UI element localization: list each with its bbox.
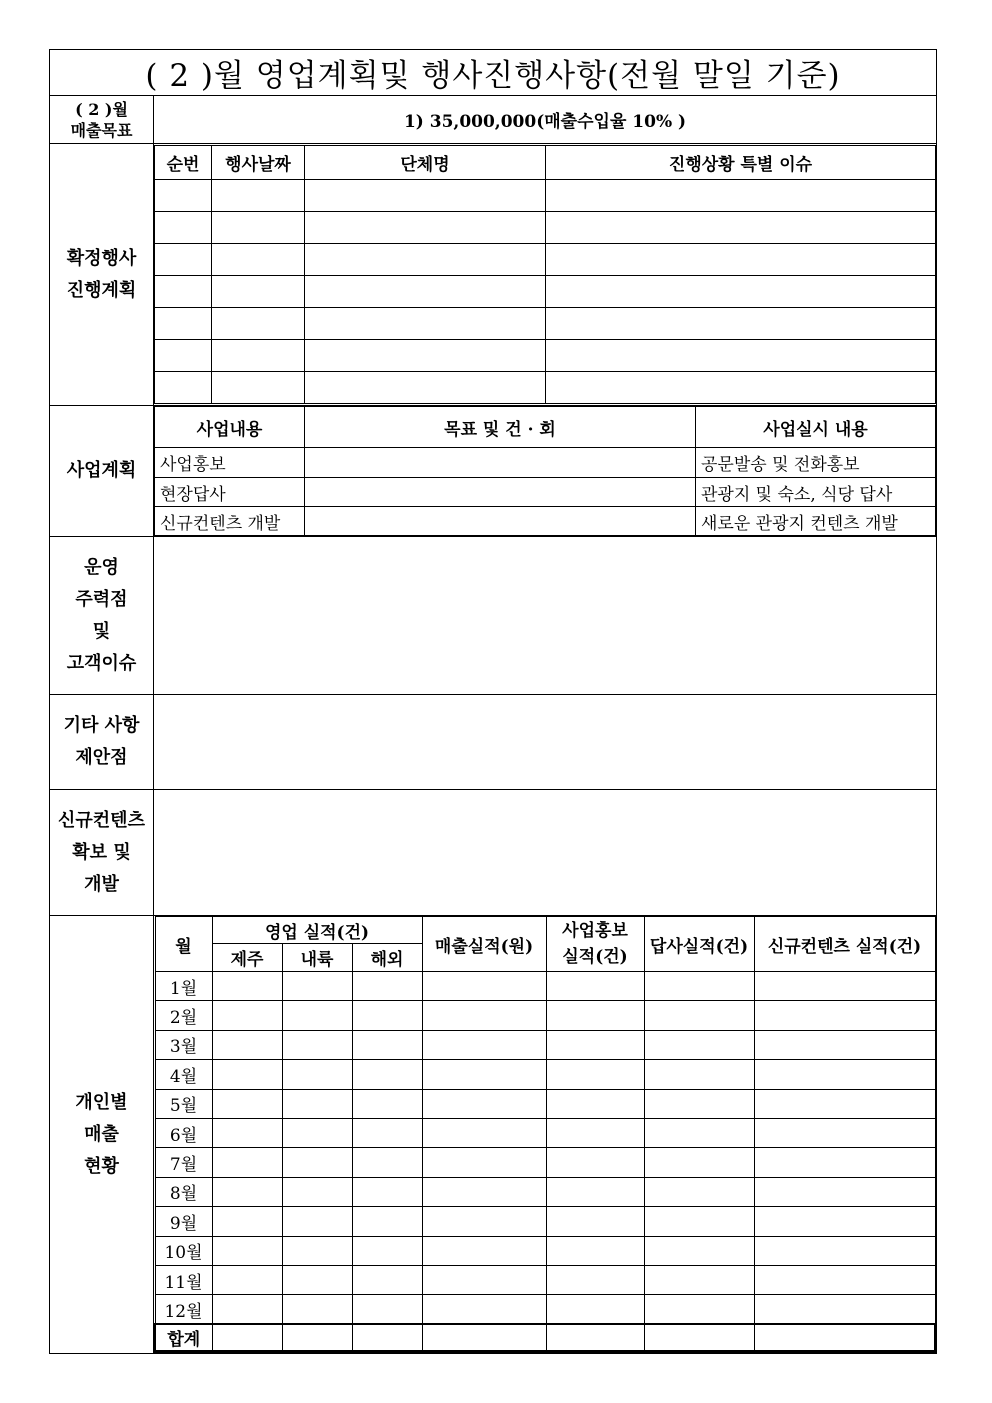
survey-cell[interactable] xyxy=(644,1118,754,1147)
total-row xyxy=(155,1324,935,1352)
inland-cell[interactable] xyxy=(282,1030,352,1059)
table-row xyxy=(155,1118,935,1147)
group-name-cell[interactable] xyxy=(305,212,546,244)
promo-cell[interactable] xyxy=(546,1148,644,1177)
month-label: 9월 xyxy=(155,1207,212,1236)
month-label: 7월 xyxy=(155,1148,212,1177)
header-month: 월 xyxy=(155,917,212,972)
new-content-label-line: 개발 xyxy=(84,873,119,895)
survey-cell[interactable] xyxy=(644,972,754,1001)
jeju-cell[interactable] xyxy=(212,1148,282,1177)
inland-cell[interactable] xyxy=(282,1236,352,1265)
month-rows xyxy=(155,972,935,1325)
revenue-cell[interactable] xyxy=(422,1236,546,1265)
new-content-cell[interactable] xyxy=(754,1030,935,1059)
event-date-cell[interactable] xyxy=(212,212,305,244)
inland-cell[interactable] xyxy=(282,1295,352,1324)
header-goal-count: 목표 및 건 · 회 xyxy=(305,407,696,448)
inland-cell[interactable] xyxy=(282,1177,352,1206)
header-jeju: 제주 xyxy=(212,944,282,972)
header-seq: 순번 xyxy=(155,146,212,180)
total-label: 합계 xyxy=(155,1324,212,1352)
month-label: 2월 xyxy=(155,1001,212,1030)
personal-sales-label-line: 매출 xyxy=(84,1123,119,1145)
business-detail-cell: 새로운 관광지 컨텐츠 개발 xyxy=(696,507,936,536)
promo-cell[interactable] xyxy=(546,1207,644,1236)
table-row xyxy=(155,448,936,478)
new-content-cell[interactable] xyxy=(754,972,935,1001)
header-new-content: 신규컨텐츠 실적(건) xyxy=(754,917,935,972)
event-date-cell[interactable] xyxy=(212,308,305,340)
revenue-cell[interactable] xyxy=(422,1295,546,1324)
promo-cell[interactable] xyxy=(546,1118,644,1147)
revenue-cell[interactable] xyxy=(422,972,546,1001)
new-content-cell[interactable] xyxy=(754,1089,935,1118)
operations-input[interactable] xyxy=(154,537,937,695)
new-content-cell[interactable] xyxy=(754,1001,935,1030)
sales-goal-label-line2: 매출목표 xyxy=(70,120,133,140)
jeju-cell[interactable] xyxy=(212,1030,282,1059)
group-name-cell[interactable] xyxy=(305,372,546,404)
overseas-cell[interactable] xyxy=(352,1118,422,1147)
table-row xyxy=(155,1236,935,1265)
overseas-cell[interactable] xyxy=(352,1295,422,1324)
survey-cell[interactable] xyxy=(644,1177,754,1206)
survey-cell[interactable] xyxy=(644,1030,754,1059)
inland-cell[interactable] xyxy=(282,1060,352,1089)
total-survey-cell[interactable] xyxy=(644,1324,754,1352)
business-goal-cell[interactable] xyxy=(305,448,696,478)
revenue-cell[interactable] xyxy=(422,1001,546,1030)
inland-cell[interactable] xyxy=(282,1089,352,1118)
business-plan-cell xyxy=(154,406,937,537)
survey-cell[interactable] xyxy=(644,1265,754,1294)
table-row xyxy=(155,180,936,212)
jeju-cell[interactable] xyxy=(212,972,282,1001)
business-content-cell: 신규컨텐츠 개발 xyxy=(155,507,305,536)
event-seq-cell[interactable] xyxy=(155,372,212,404)
revenue-cell[interactable] xyxy=(422,1177,546,1206)
new-content-label-line: 확보 및 xyxy=(72,841,131,863)
other-label-line: 제안점 xyxy=(75,747,128,768)
month-label: 4월 xyxy=(155,1060,212,1089)
group-name-cell[interactable] xyxy=(305,244,546,276)
header-business-detail: 사업실시 내용 xyxy=(696,407,936,448)
header-promo xyxy=(546,917,644,972)
confirmed-events-cell xyxy=(154,144,937,406)
group-name-cell[interactable] xyxy=(305,340,546,372)
table-row xyxy=(155,1001,935,1030)
overseas-cell[interactable] xyxy=(352,1001,422,1030)
promo-cell[interactable] xyxy=(546,1236,644,1265)
total-promo-cell[interactable] xyxy=(546,1324,644,1352)
month-label: 11월 xyxy=(155,1265,212,1294)
table-row xyxy=(155,972,935,1001)
revenue-cell[interactable] xyxy=(422,1118,546,1147)
table-row xyxy=(155,372,936,404)
sales-plan-form xyxy=(49,49,937,1354)
event-seq-cell[interactable] xyxy=(155,276,212,308)
event-seq-cell[interactable] xyxy=(155,308,212,340)
table-row xyxy=(155,1265,935,1294)
month-label: 8월 xyxy=(155,1177,212,1206)
survey-cell[interactable] xyxy=(644,1148,754,1177)
header-promo-line2: 실적(건) xyxy=(562,947,628,967)
survey-cell[interactable] xyxy=(644,1001,754,1030)
event-date-cell[interactable] xyxy=(212,372,305,404)
form-title: ( 2 )월 영업계획및 행사진행사항(전월 말일 기준) xyxy=(50,50,937,96)
business-content-cell: 현장답사 xyxy=(155,478,305,507)
table-row xyxy=(155,1148,935,1177)
event-date-cell[interactable] xyxy=(212,276,305,308)
business-detail-cell: 관광지 및 숙소, 식당 답사 xyxy=(696,478,936,507)
revenue-cell[interactable] xyxy=(422,1265,546,1294)
promo-cell[interactable] xyxy=(546,1295,644,1324)
total-revenue-cell[interactable] xyxy=(422,1324,546,1352)
new-content-label xyxy=(50,790,154,916)
new-content-input[interactable] xyxy=(154,790,937,916)
month-label: 1월 xyxy=(155,972,212,1001)
table-row xyxy=(155,212,936,244)
month-label: 10월 xyxy=(155,1236,212,1265)
jeju-cell[interactable] xyxy=(212,1265,282,1294)
header-revenue: 매출실적(원) xyxy=(422,917,546,972)
progress-issue-cell[interactable] xyxy=(546,308,936,340)
jeju-cell[interactable] xyxy=(212,1089,282,1118)
table-row xyxy=(155,1060,935,1089)
total-jeju-cell[interactable] xyxy=(212,1324,282,1352)
progress-issue-cell[interactable] xyxy=(546,340,936,372)
event-seq-cell[interactable] xyxy=(155,180,212,212)
survey-cell[interactable] xyxy=(644,1089,754,1118)
total-inland-cell[interactable] xyxy=(282,1324,352,1352)
new-content-cell[interactable] xyxy=(754,1177,935,1206)
progress-issue-cell[interactable] xyxy=(546,276,936,308)
business-plan-table xyxy=(154,406,936,536)
header-inland: 내륙 xyxy=(282,944,352,972)
revenue-cell[interactable] xyxy=(422,1030,546,1059)
business-plan-label: 사업계획 xyxy=(50,406,154,537)
table-row xyxy=(155,1030,935,1059)
table-row xyxy=(155,478,936,507)
progress-issue-cell[interactable] xyxy=(546,180,936,212)
business-goal-cell[interactable] xyxy=(305,507,696,536)
other-label xyxy=(50,695,154,790)
table-row xyxy=(155,308,936,340)
overseas-cell[interactable] xyxy=(352,1060,422,1089)
promo-cell[interactable] xyxy=(546,1060,644,1089)
header-event-date: 행사날짜 xyxy=(212,146,305,180)
jeju-cell[interactable] xyxy=(212,1001,282,1030)
confirmed-events-label-line1: 확정행사 xyxy=(66,247,137,269)
personal-sales-table xyxy=(154,916,936,1353)
table-row xyxy=(155,276,936,308)
new-content-cell[interactable] xyxy=(754,1118,935,1147)
personal-sales-label-line: 현황 xyxy=(84,1155,119,1177)
overseas-cell[interactable] xyxy=(352,1236,422,1265)
jeju-cell[interactable] xyxy=(212,1207,282,1236)
sales-goal-label xyxy=(50,96,154,144)
confirmed-events-label xyxy=(50,144,154,406)
new-content-cell[interactable] xyxy=(754,1148,935,1177)
overseas-cell[interactable] xyxy=(352,1177,422,1206)
event-date-cell[interactable] xyxy=(212,244,305,276)
survey-cell[interactable] xyxy=(644,1295,754,1324)
confirmed-events-table xyxy=(154,145,936,404)
operations-label-line: 및 xyxy=(92,620,111,642)
new-content-cell[interactable] xyxy=(754,1265,935,1294)
operations-label xyxy=(50,537,154,695)
total-new-content-cell[interactable] xyxy=(754,1324,935,1352)
promo-cell[interactable] xyxy=(546,1177,644,1206)
personal-sales-cell xyxy=(154,916,937,1354)
business-detail-cell: 공문발송 및 전화홍보 xyxy=(696,448,936,478)
inland-cell[interactable] xyxy=(282,1148,352,1177)
jeju-cell[interactable] xyxy=(212,1060,282,1089)
inland-cell[interactable] xyxy=(282,1207,352,1236)
overseas-cell[interactable] xyxy=(352,972,422,1001)
inland-cell[interactable] xyxy=(282,1001,352,1030)
table-row xyxy=(155,1295,935,1324)
month-label: 5월 xyxy=(155,1089,212,1118)
other-label-line: 기타 사항 xyxy=(63,715,140,736)
overseas-cell[interactable] xyxy=(352,1265,422,1294)
other-input[interactable] xyxy=(154,695,937,790)
overseas-cell[interactable] xyxy=(352,1030,422,1059)
table-row xyxy=(155,1089,935,1118)
operations-label-line: 운영 xyxy=(84,556,119,578)
promo-cell[interactable] xyxy=(546,1089,644,1118)
operations-label-line: 주력점 xyxy=(75,588,128,610)
sales-goal-value[interactable]: 1) 35,000,000(매출수입율 10% ) xyxy=(154,96,937,144)
jeju-cell[interactable] xyxy=(212,1295,282,1324)
business-content-cell: 사업홍보 xyxy=(155,448,305,478)
jeju-cell[interactable] xyxy=(212,1177,282,1206)
sales-goal-label-line1: ( 2 )월 xyxy=(75,99,128,119)
event-seq-cell[interactable] xyxy=(155,212,212,244)
progress-issue-cell[interactable] xyxy=(546,212,936,244)
promo-cell[interactable] xyxy=(546,1001,644,1030)
event-seq-cell[interactable] xyxy=(155,244,212,276)
inland-cell[interactable] xyxy=(282,1118,352,1147)
overseas-cell[interactable] xyxy=(352,1207,422,1236)
inland-cell[interactable] xyxy=(282,972,352,1001)
header-overseas: 해외 xyxy=(352,944,422,972)
confirmed-events-label-line2: 진행계획 xyxy=(66,279,137,301)
header-business-content: 사업내용 xyxy=(155,407,305,448)
header-promo-line1: 사업홍보 xyxy=(562,921,628,941)
progress-issue-cell[interactable] xyxy=(546,372,936,404)
month-label: 6월 xyxy=(155,1118,212,1147)
table-row xyxy=(155,340,936,372)
promo-cell[interactable] xyxy=(546,1265,644,1294)
personal-sales-label-line: 개인별 xyxy=(75,1091,128,1113)
month-label: 3월 xyxy=(155,1030,212,1059)
jeju-cell[interactable] xyxy=(212,1236,282,1265)
revenue-cell[interactable] xyxy=(422,1060,546,1089)
event-date-cell[interactable] xyxy=(212,180,305,212)
business-goal-cell[interactable] xyxy=(305,478,696,507)
event-date-cell[interactable] xyxy=(212,340,305,372)
jeju-cell[interactable] xyxy=(212,1118,282,1147)
month-label: 12월 xyxy=(155,1295,212,1324)
revenue-cell[interactable] xyxy=(422,1148,546,1177)
survey-cell[interactable] xyxy=(644,1236,754,1265)
new-content-cell[interactable] xyxy=(754,1207,935,1236)
group-name-cell[interactable] xyxy=(305,308,546,340)
operations-label-line: 고객이슈 xyxy=(66,652,137,674)
total-overseas-cell[interactable] xyxy=(352,1324,422,1352)
new-content-label-line: 신규컨텐츠 xyxy=(58,809,145,831)
survey-cell[interactable] xyxy=(644,1060,754,1089)
header-survey: 답사실적(건) xyxy=(644,917,754,972)
overseas-cell[interactable] xyxy=(352,1148,422,1177)
promo-cell[interactable] xyxy=(546,972,644,1001)
revenue-cell[interactable] xyxy=(422,1089,546,1118)
new-content-cell[interactable] xyxy=(754,1060,935,1089)
progress-issue-cell[interactable] xyxy=(546,244,936,276)
new-content-cell[interactable] xyxy=(754,1295,935,1324)
inland-cell[interactable] xyxy=(282,1265,352,1294)
header-progress-issue: 진행상황 특별 이슈 xyxy=(546,146,936,180)
group-name-cell[interactable] xyxy=(305,180,546,212)
overseas-cell[interactable] xyxy=(352,1089,422,1118)
table-row xyxy=(155,244,936,276)
promo-cell[interactable] xyxy=(546,1030,644,1059)
header-sales-group: 영업 실적(건) xyxy=(212,917,422,944)
personal-sales-label xyxy=(50,916,154,1354)
header-group-name: 단체명 xyxy=(305,146,546,180)
survey-cell[interactable] xyxy=(644,1207,754,1236)
group-name-cell[interactable] xyxy=(305,276,546,308)
table-row xyxy=(155,1177,935,1206)
table-row xyxy=(155,507,936,536)
event-seq-cell[interactable] xyxy=(155,340,212,372)
table-row xyxy=(155,1207,935,1236)
new-content-cell[interactable] xyxy=(754,1236,935,1265)
revenue-cell[interactable] xyxy=(422,1207,546,1236)
